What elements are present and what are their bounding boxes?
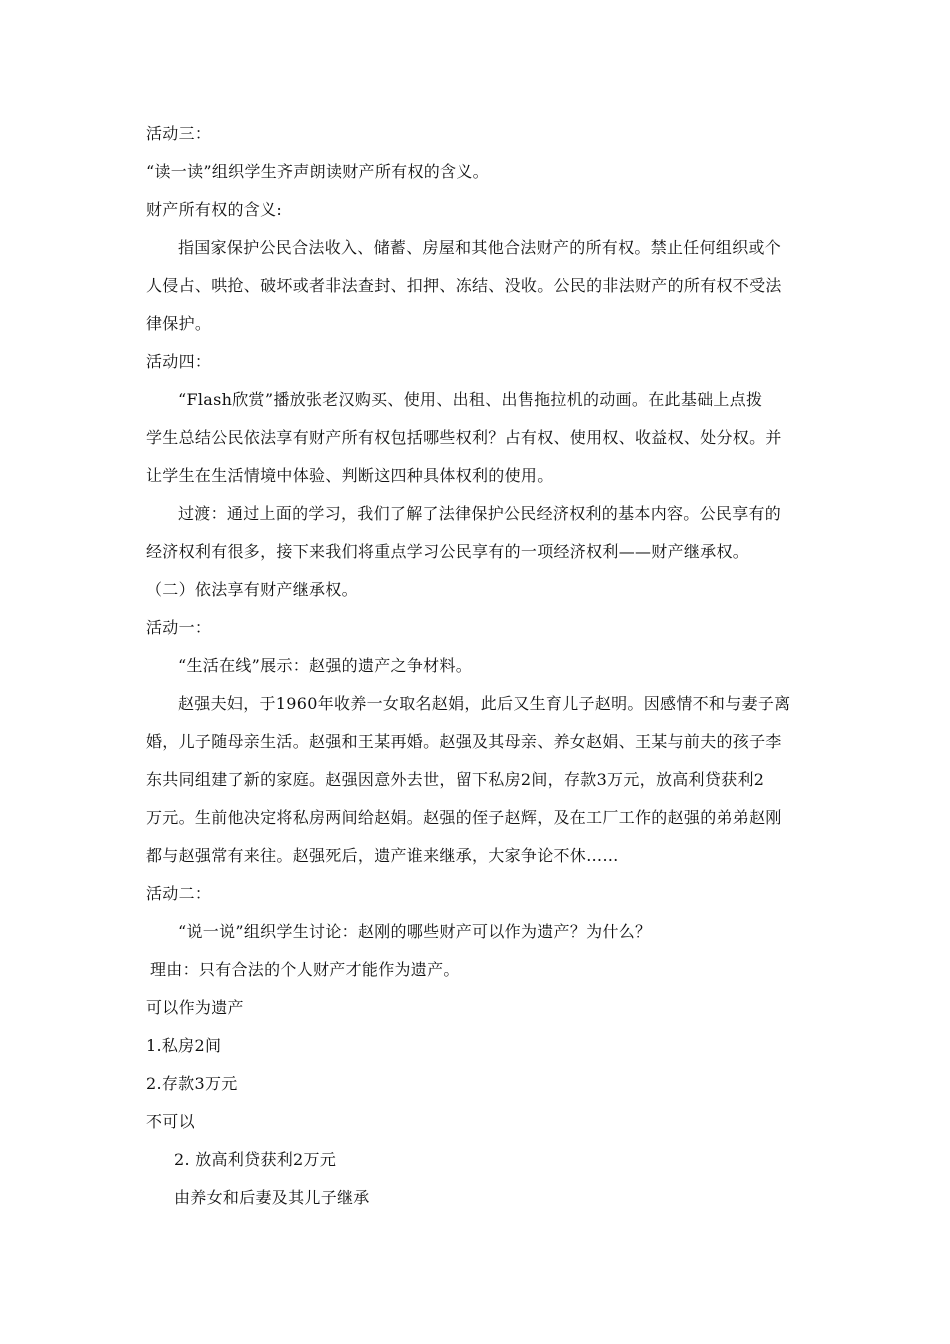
list-item: 2. 放高利贷获利2万元: [174, 1150, 337, 1169]
heading-activity-four: 活动四：: [146, 352, 212, 371]
paragraph-line: 让学生在生活情境中体验、判断这四种具体权利的使用。: [146, 466, 554, 485]
subheading: 财产所有权的含义:: [146, 200, 283, 219]
list-item: 1.私房2间: [146, 1036, 222, 1055]
paragraph: “读一读”组织学生齐声朗读财产所有权的含义。: [146, 162, 489, 181]
paragraph-line: 东共同组建了新的家庭。赵强因意外去世，留下私房2间，存款3万元，放高利贷获利2: [146, 770, 765, 789]
paragraph-line: “Flash欣赏”播放张老汉购买、使用、出租、出售拖拉机的动画。在此基础上点拨: [178, 390, 763, 409]
paragraph-line: 学生总结公民依法享有财产所有权包括哪些权利？占有权、使用权、收益权、处分权。并: [146, 428, 782, 447]
paragraph: 由养女和后妻及其儿子继承: [174, 1188, 370, 1207]
paragraph: “说一说”组织学生讨论：赵刚的哪些财产可以作为遗产？为什么？: [178, 922, 652, 941]
paragraph-line: 赵强夫妇，于1960年收养一女取名赵娟，此后又生育儿子赵明。因感情不和与妻子离: [178, 694, 791, 713]
paragraph-line: 律保护。: [146, 314, 212, 333]
paragraph-line: 经济权利有很多，接下来我们将重点学习公民享有的一项经济权利——财产继承权。: [146, 542, 750, 561]
paragraph-line: 过渡：通过上面的学习，我们了解了法律保护公民经济权利的基本内容。公民享有的: [178, 504, 782, 523]
list-item: 2.存款3万元: [146, 1074, 238, 1093]
list-heading: 不可以: [146, 1112, 195, 1131]
section-heading: （二）依法享有财产继承权。: [146, 580, 358, 599]
paragraph-line: 指国家保护公民合法收入、储蓄、房屋和其他合法财产的所有权。禁止任何组织或个: [178, 238, 782, 257]
heading-activity-two: 活动二：: [146, 884, 212, 903]
paragraph: “生活在线”展示：赵强的遗产之争材料。: [178, 656, 473, 675]
paragraph-line: 人侵占、哄抢、破坏或者非法查封、扣押、冻结、没收。公民的非法财产的所有权不受法: [146, 276, 782, 295]
paragraph-line: 都与赵强常有来往。赵强死后，遗产谁来继承，大家争论不休……: [146, 846, 619, 865]
paragraph-line: 婚，儿子随母亲生活。赵强和王某再婚。赵强及其母亲、养女赵娟、王某与前夫的孩子李: [146, 732, 782, 751]
heading-activity-three: 活动三：: [146, 124, 212, 143]
paragraph-line: 万元。生前他决定将私房两间给赵娟。赵强的侄子赵辉，及在工厂工作的赵强的弟弟赵刚: [146, 808, 782, 827]
heading-activity-one: 活动一：: [146, 618, 212, 637]
paragraph: 理由：只有合法的个人财产才能作为遗产。: [150, 960, 460, 979]
list-heading: 可以作为遗产: [146, 998, 244, 1017]
